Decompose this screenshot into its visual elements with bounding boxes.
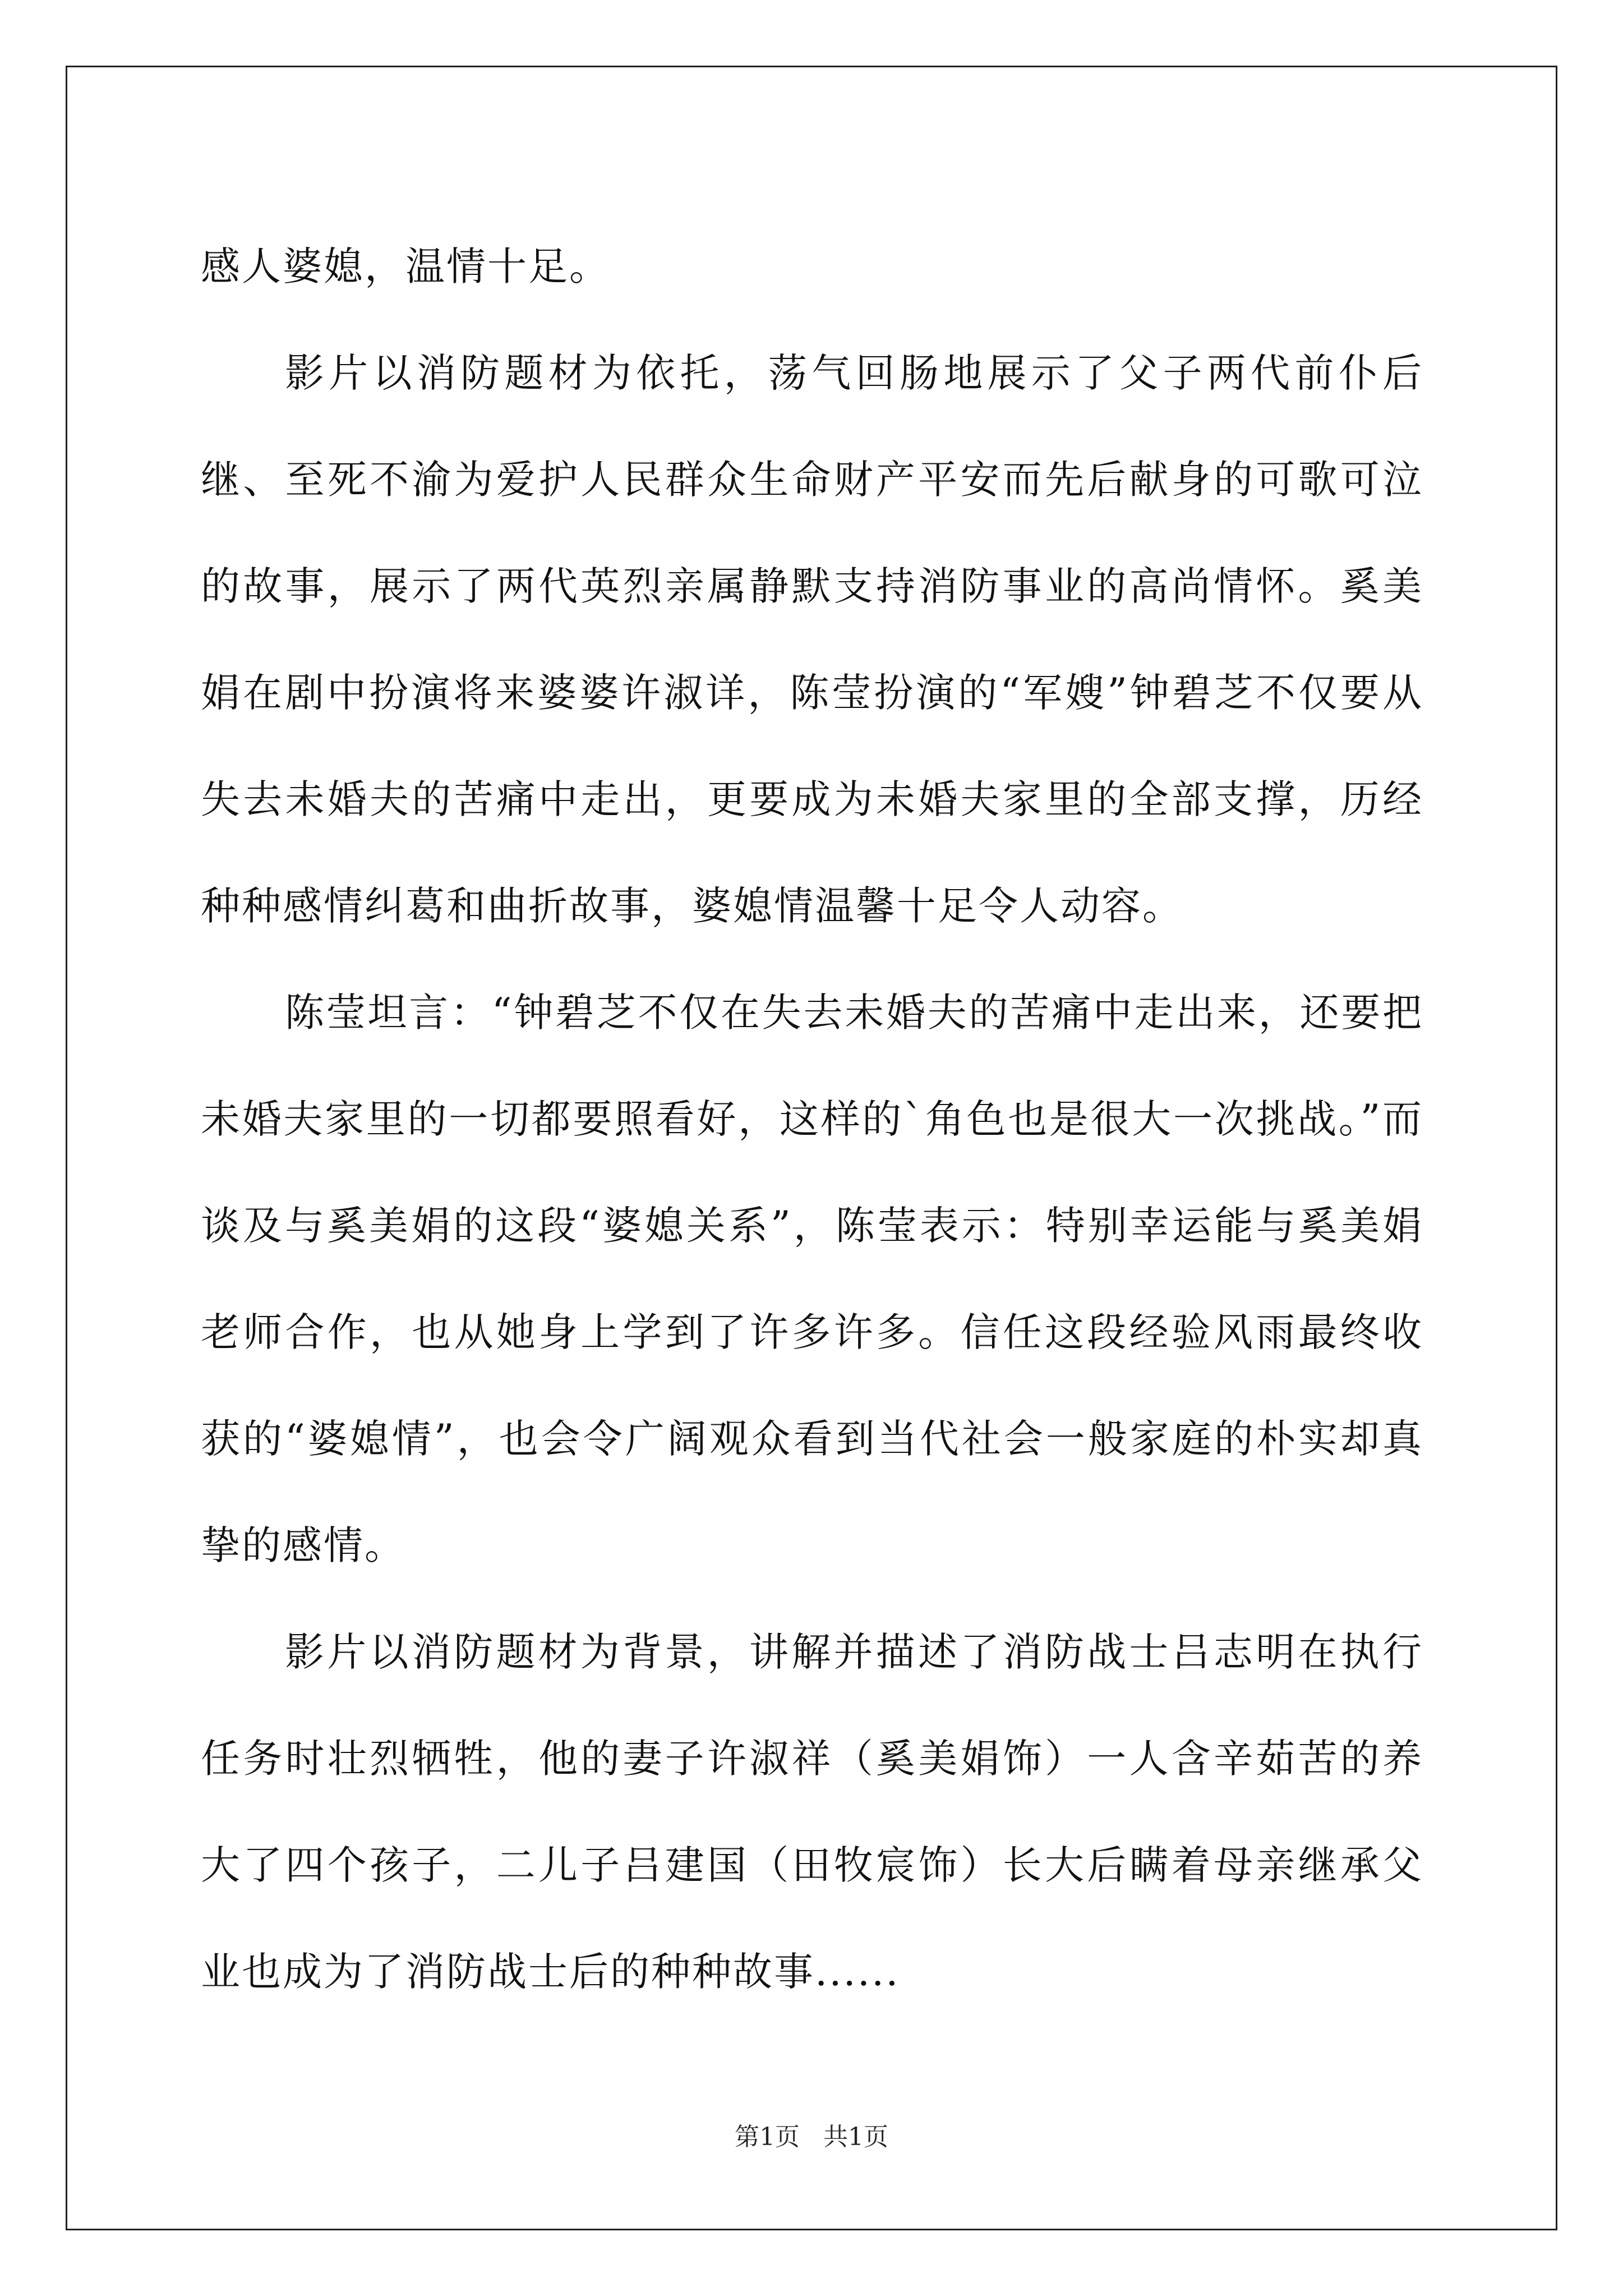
paragraph-2: 影片以消防题材为依托，荡气回肠地展示了父子两代前仆后继、至死不渝为爱护人民群众生命财产平安而先后献身的可歌可泣的故事，展示了两代英烈亲属静默支持消防事业的高尚情怀。奚美娟在剧中扮演将来婆婆许淑详，陈莹扮演的“军嫂”钟碧芝不仅要从失去未婚夫的苦痛中走出，更要成为未婚夫家里的全部支撑，历经种种感情纠葛和曲折故事，婆媳情温馨十足令人动容。 (201, 350, 1423, 929)
page-footer (0, 2120, 1623, 2154)
page-number-label: 第1页 共1页 (735, 2123, 888, 2151)
paragraph-3: 陈莹坦言：“钟碧芝不仅在失去未婚夫的苦痛中走出来，还要把未婚夫家里的一切都要照看好，这样的`角色也是很大一次挑战。”而谈及与奚美娟的这段“婆媳关系”，陈莹表示：特别幸运能与奚美娟老师合作，也从她身上学到了许多许多。信任这段经验风雨最终收获的“婆媳情”，也会令广阔观众看到当代社会一般家庭的朴实却真挚的感情。 (201, 990, 1423, 1568)
document-body (201, 213, 1423, 2025)
paragraph-1: 感人婆媳，温情十足。 (201, 243, 610, 289)
paragraph-4: 影片以消防题材为背景，讲解并描述了消防战士吕志明在执行任务时壮烈牺牲，他的妻子许淑祥（奚美娟饰）一人含辛茹苦的养大了四个孩子，二儿子吕建国（田牧宸饰）长大后瞒着母亲继承父业也成为了消防战士后的种种故事...... (201, 1629, 1423, 1995)
